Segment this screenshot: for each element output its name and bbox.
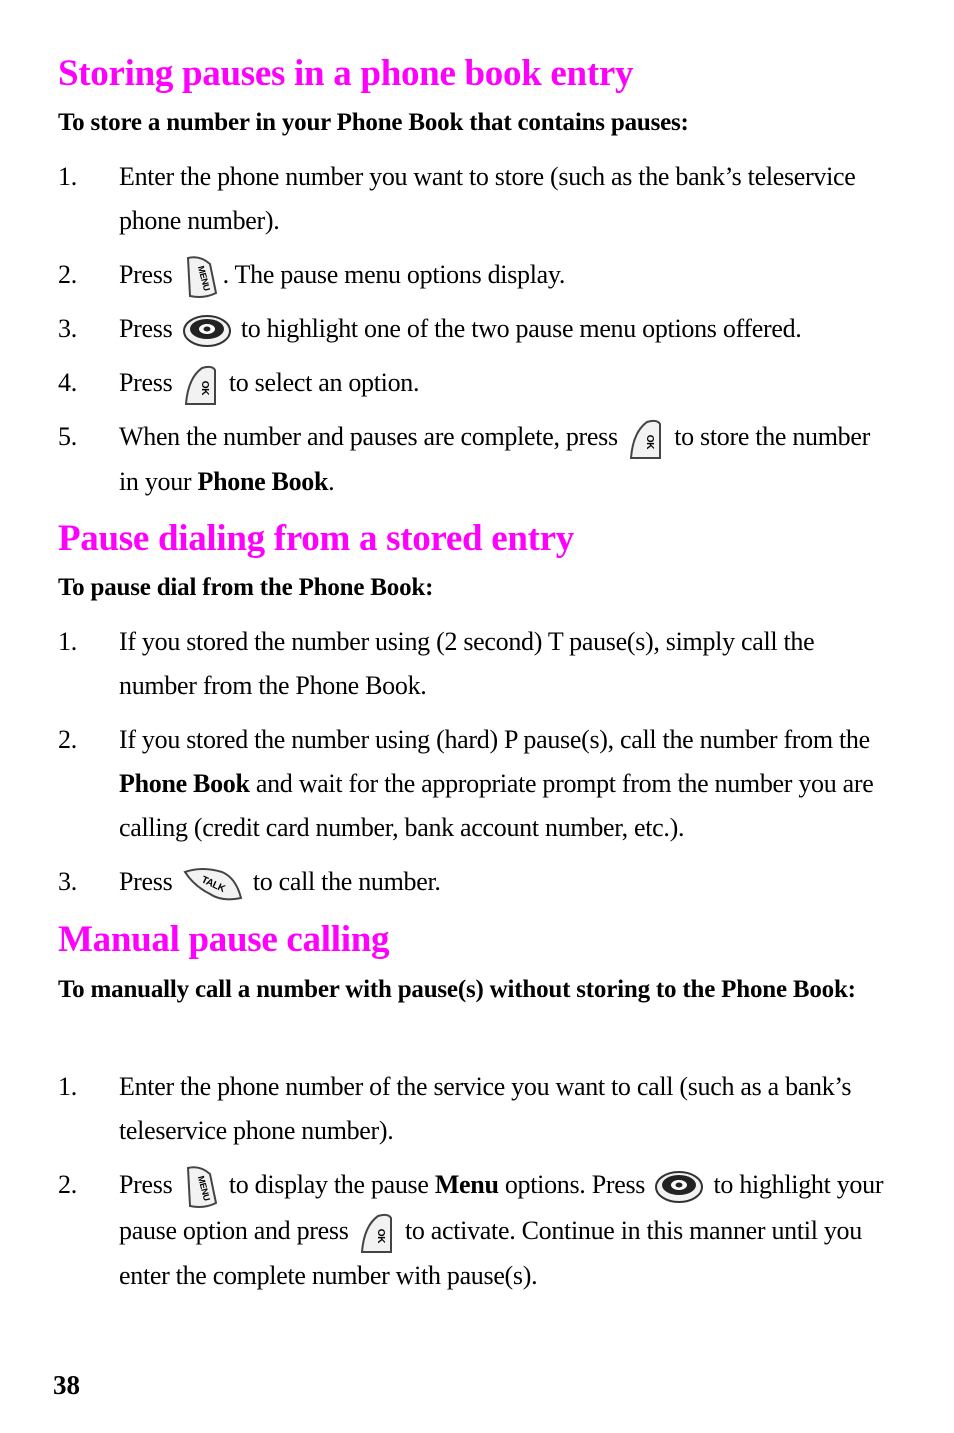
nav-key-icon xyxy=(182,313,232,349)
page-number: 38 xyxy=(53,1370,80,1400)
list-item: 1. Enter the phone number of the service you want to call (such as a bank’s teleservice phone number). xyxy=(58,1072,852,1145)
list-item: 5. When the number and pauses are complete, press OK to store the number in your Phone Book. xyxy=(58,415,888,504)
ok-key-icon xyxy=(358,1212,396,1254)
list-item: 2. If you stored the number using (hard) P pause(s), call the number from the Phone Book and wait for the appropriate prompt from the number you are calling (credit card number, bank account number, etc.). xyxy=(58,725,874,842)
list-item: 2. Press MENU to display the pause Menu options. Press to highlight your pause option and press OK to activate. Continue in this manner until you enter the complete number with pause(s). xyxy=(58,1163,888,1298)
svg-text:TALK: TALK xyxy=(199,874,227,895)
section-title-storing-pauses: Storing pauses in a phone book entry xyxy=(58,53,634,94)
section-title-pause-dialing: Pause dialing from a stored entry xyxy=(58,518,574,559)
list-item: 2. Press MENU . The pause menu options display. xyxy=(58,253,888,299)
section-intro: To store a number in your Phone Book that contains pauses: xyxy=(58,109,689,136)
nav-key-icon xyxy=(654,1169,704,1205)
svg-text:OK: OK xyxy=(374,1228,386,1244)
menu-key-icon xyxy=(182,255,220,299)
ok-key-icon xyxy=(627,418,665,460)
svg-text:MENU: MENU xyxy=(195,1174,212,1202)
list-item: 3. Press to highlight one of the two pause menu options offered. xyxy=(58,307,888,351)
menu-key-icon xyxy=(182,1165,220,1209)
list-item: 1. Enter the phone number you want to store (such as the bank’s teleservice phone number). xyxy=(58,162,856,235)
list-item: 1. If you stored the number using (2 second) T pause(s), simply call the number from the Phone Book. xyxy=(58,627,815,700)
section-intro: To pause dial from the Phone Book: xyxy=(58,574,434,601)
section-intro: To manually call a number with pause(s) without storing to the Phone Book: xyxy=(58,976,856,1003)
list-item: 4. Press OK to select an option. xyxy=(58,361,888,406)
svg-text:OK: OK xyxy=(198,380,210,396)
svg-text:OK: OK xyxy=(644,434,655,450)
section-title-manual-pause: Manual pause calling xyxy=(58,919,390,960)
svg-text:MENU: MENU xyxy=(195,264,212,292)
ok-key-icon xyxy=(182,364,220,406)
list-item: 3. Press TALK to call the number. xyxy=(58,860,888,904)
talk-key-icon xyxy=(182,864,244,904)
